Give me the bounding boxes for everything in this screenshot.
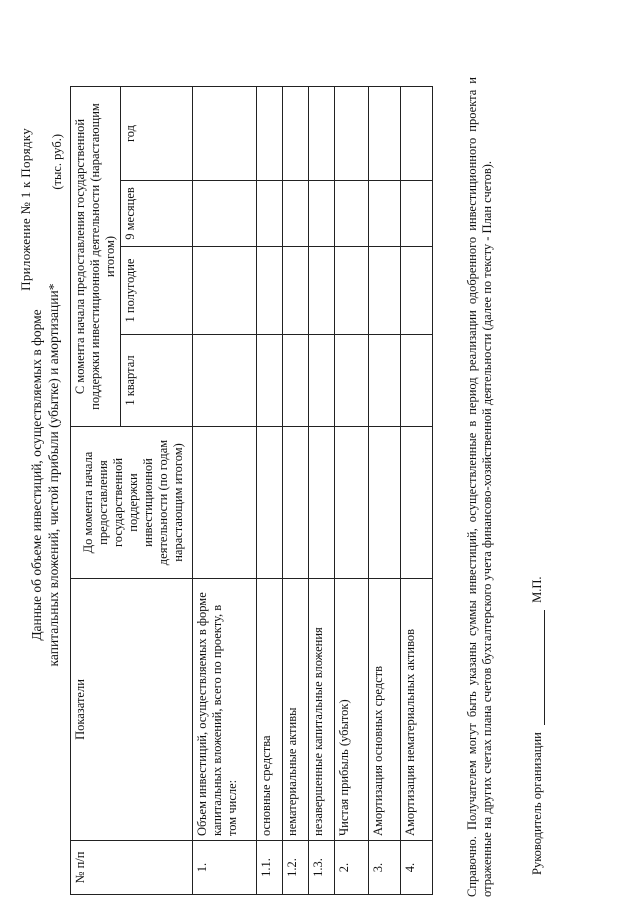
header-num: № п/п: [71, 841, 193, 895]
cell-empty: [283, 181, 309, 247]
cell-empty: [401, 427, 433, 579]
cell-empty: [257, 247, 283, 335]
cell-empty: [283, 427, 309, 579]
cell-empty: [335, 335, 369, 427]
row-num: 4.: [401, 841, 433, 895]
table-row: [257, 87, 283, 895]
cell-empty: [193, 427, 257, 579]
row-label: незавершенные капитальные вложения: [309, 579, 335, 841]
row-label: основные средства: [257, 579, 283, 841]
title-line-2: капитальных вложений, чистой прибыли (убытке) и амортизации*: [46, 283, 61, 667]
units-label: (тыс. руб.): [50, 134, 64, 190]
row-label: нематериальные активы: [283, 579, 309, 841]
table-row: [193, 87, 257, 895]
cell-empty: [369, 87, 401, 181]
signature-line: [532, 610, 545, 725]
cell-empty: [193, 335, 257, 427]
table-row: [283, 87, 309, 895]
cell-empty: [335, 427, 369, 579]
signature-label: Руководитель организации: [530, 732, 544, 875]
cell-empty: [193, 87, 257, 181]
document-title: [28, 195, 62, 755]
row-num: 3.: [369, 841, 401, 895]
stamp-label: М.П.: [530, 576, 544, 603]
cell-empty: [335, 181, 369, 247]
footnote: Справочно. Получателем могут быть указаны суммы инвестиций, осуществленные в период реализации одобренного инвестиционного проекта и отраженные на других счетах плана счетов бухгалтерского учета финансово-хозяйственной деятельности (далее по тексту - План счетов).: [465, 77, 494, 897]
header-before-support: До момента начала предоставления государственной поддержки инвестиционной деятельности (по годам нарастающим итогом): [71, 427, 193, 579]
header-q1: 1 квартал: [121, 335, 193, 427]
header-half-year: 1 полугодие: [121, 247, 193, 335]
cell-empty: [369, 247, 401, 335]
table-row: [309, 87, 335, 895]
signature-block: [530, 577, 545, 876]
cell-empty: [257, 181, 283, 247]
cell-empty: [369, 181, 401, 247]
cell-empty: [309, 247, 335, 335]
cell-empty: [309, 335, 335, 427]
table-row: [335, 87, 369, 895]
table-row: [369, 87, 401, 895]
header-indicators: Показатели: [71, 579, 193, 841]
row-num: 1.1.: [257, 841, 283, 895]
row-label: Чистая прибыль (убыток): [335, 579, 369, 841]
cell-empty: [335, 87, 369, 181]
cell-empty: [283, 87, 309, 181]
cell-empty: [309, 181, 335, 247]
cell-empty: [283, 247, 309, 335]
cell-empty: [335, 247, 369, 335]
cell-empty: [309, 427, 335, 579]
row-label: Амортизация основных средств: [369, 579, 401, 841]
row-num: 1.2.: [283, 841, 309, 895]
cell-empty: [193, 247, 257, 335]
row-num: 2.: [335, 841, 369, 895]
cell-empty: [401, 87, 433, 181]
table-row: [401, 87, 433, 895]
cell-empty: [257, 335, 283, 427]
cell-empty: [309, 87, 335, 181]
title-line-1: Данные об объеме инвестиций, осуществляемых в форме: [29, 309, 44, 641]
header-since-support: С момента начала предоставления государственной поддержки инвестиционной деятельности (нарастающим итогом): [71, 87, 121, 427]
investment-table: [70, 86, 433, 895]
row-label: Объем инвестиций, осуществляемых в форме капитальных вложений, всего по проекту, в том числе:: [193, 579, 257, 841]
cell-empty: [401, 335, 433, 427]
row-num: 1.3.: [309, 841, 335, 895]
row-label: Амортизация нематериальных активов: [401, 579, 433, 841]
cell-empty: [257, 427, 283, 579]
header-year: год: [121, 87, 193, 181]
cell-empty: [257, 87, 283, 181]
cell-empty: [369, 427, 401, 579]
cell-empty: [369, 335, 401, 427]
cell-empty: [193, 181, 257, 247]
cell-empty: [401, 181, 433, 247]
cell-empty: [401, 247, 433, 335]
cell-empty: [283, 335, 309, 427]
header-9-months: 9 месяцев: [121, 181, 193, 247]
row-num: 1.: [193, 841, 257, 895]
appendix-label: Приложение № 1 к Порядку: [18, 128, 33, 291]
